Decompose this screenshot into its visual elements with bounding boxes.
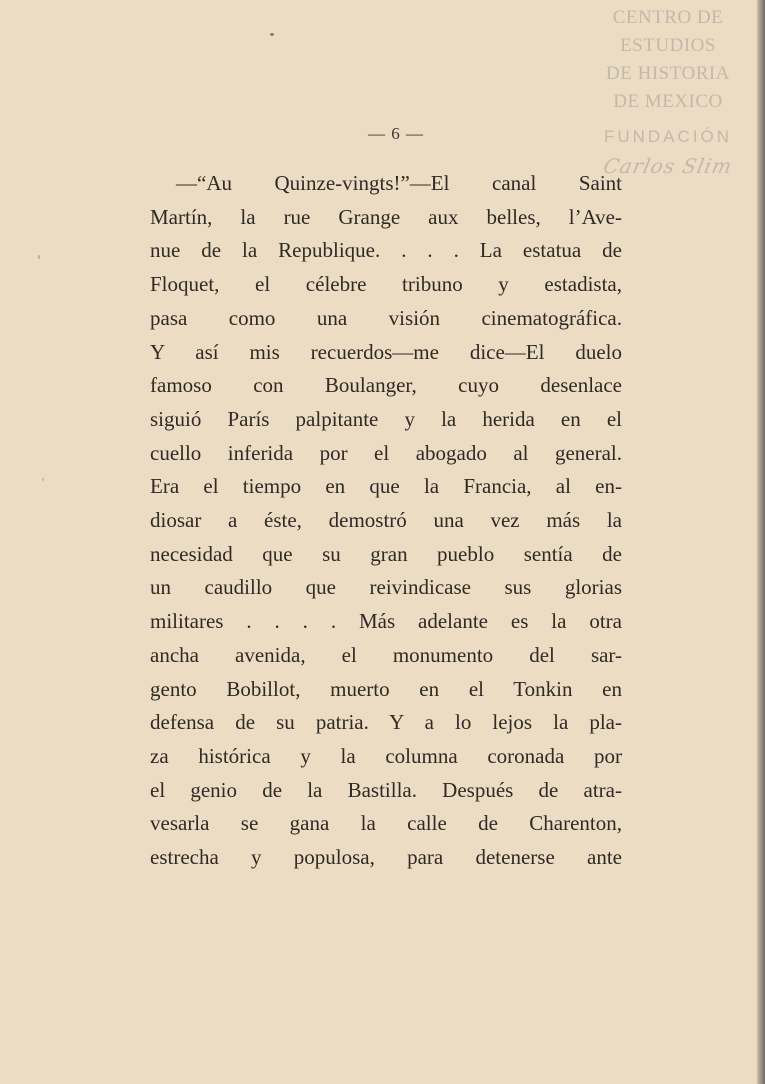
watermark-signature: Carlos Slim bbox=[601, 154, 735, 178]
text-line: defensa de su patria. Y a lo lejos la pla- bbox=[150, 710, 622, 735]
watermark-line-1: CENTRO DE bbox=[612, 7, 724, 28]
page-number: — 6 — bbox=[368, 124, 424, 143]
text-line: cuello inferida por el abogado al general. bbox=[150, 440, 622, 465]
text-line: diosar a éste, demostró una vez más la bbox=[150, 508, 622, 533]
body-paragraph bbox=[150, 167, 622, 875]
text-line: necesidad que su gran pueblo sentía de bbox=[150, 541, 622, 566]
text-line: ancha avenida, el monumento del sar- bbox=[150, 642, 622, 667]
text-line: famoso con Boulanger, cuyo desenlace bbox=[150, 373, 622, 398]
text-line: un caudillo que reivindicase sus glorias bbox=[150, 575, 622, 600]
text-line: el genio de la Bastilla. Después de atra- bbox=[150, 777, 622, 802]
text-line: pasa como una visión cinematográfica. bbox=[150, 305, 622, 330]
text-line: Era el tiempo en que la Francia, al en- bbox=[150, 474, 622, 499]
watermark-foundation: FUNDACIÓN bbox=[603, 127, 733, 146]
text-line: Y así mis recuerdos—me dice—El duelo bbox=[150, 339, 622, 364]
text-line: Floquet, el célebre tribuno y estadista, bbox=[150, 272, 622, 297]
text-line: Martín, la rue Grange aux belles, l’Ave- bbox=[150, 204, 622, 229]
text-line: siguió París palpitante y la herida en el bbox=[150, 406, 622, 431]
text-line: za histórica y la columna coronada por bbox=[150, 743, 622, 768]
text-line: gento Bobillot, muerto en el Tonkin en bbox=[150, 676, 622, 701]
text-line: estrecha y populosa, para detenerse ante bbox=[150, 845, 622, 870]
watermark-line-2: ESTUDIOS bbox=[620, 35, 716, 56]
page-edge bbox=[757, 0, 765, 1084]
text-line: —“Au Quinze-vingts!”—El canal Saint bbox=[176, 171, 622, 195]
library-watermark bbox=[593, 4, 743, 181]
watermark-line-4: DE MEXICO bbox=[613, 91, 723, 112]
text-line: militares . . . . Más adelante es la otra bbox=[150, 609, 622, 634]
text-line: nue de la Republique. . . . La estatua de bbox=[150, 238, 622, 263]
text-line: vesarla se gana la calle de Charenton, bbox=[150, 811, 622, 836]
watermark-line-3: DE HISTORIA bbox=[606, 63, 730, 84]
paper-speck bbox=[42, 478, 44, 481]
paper-speck bbox=[38, 255, 40, 259]
paper-speck bbox=[270, 33, 274, 36]
